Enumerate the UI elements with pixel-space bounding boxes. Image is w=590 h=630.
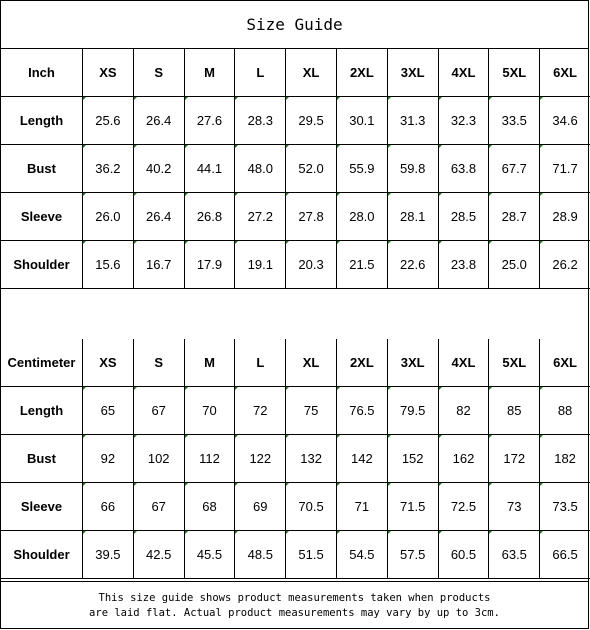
table-row xyxy=(1,483,590,531)
measurement-label: Length xyxy=(1,97,83,145)
table-row xyxy=(1,387,590,435)
measurement-value: 71.5 xyxy=(387,483,438,531)
measurement-value: 26.4 xyxy=(133,97,184,145)
measurement-label: Bust xyxy=(1,145,83,193)
measurement-value: 71 xyxy=(336,483,387,531)
measurement-value: 20.3 xyxy=(286,241,337,289)
measurement-value: 67 xyxy=(133,483,184,531)
size-header: 3XL xyxy=(387,339,438,387)
measurement-value: 27.2 xyxy=(235,193,286,241)
measurement-value: 16.7 xyxy=(133,241,184,289)
measurement-value: 73 xyxy=(489,483,540,531)
measurement-value: 27.8 xyxy=(286,193,337,241)
measurement-value: 71.7 xyxy=(540,145,590,193)
note-line-2: are laid flat. Actual product measurements may vary by up to 3cm. xyxy=(89,606,500,619)
measurement-value: 26.0 xyxy=(83,193,134,241)
size-header: XS xyxy=(83,339,134,387)
measurement-value: 72.5 xyxy=(438,483,489,531)
measurement-value: 132 xyxy=(286,435,337,483)
measurement-value: 82 xyxy=(438,387,489,435)
measurement-value: 112 xyxy=(184,435,235,483)
measurement-value: 28.9 xyxy=(540,193,590,241)
size-header: M xyxy=(184,339,235,387)
size-header: XL xyxy=(286,49,337,97)
measurement-value: 57.5 xyxy=(387,531,438,579)
measurement-value: 28.7 xyxy=(489,193,540,241)
measurement-value: 69 xyxy=(235,483,286,531)
size-header: L xyxy=(235,49,286,97)
measurement-value: 102 xyxy=(133,435,184,483)
measurement-value: 28.0 xyxy=(336,193,387,241)
measurement-value: 182 xyxy=(540,435,590,483)
size-header: M xyxy=(184,49,235,97)
cm-table-body xyxy=(1,339,590,579)
measurement-value: 75 xyxy=(286,387,337,435)
measurement-value: 34.6 xyxy=(540,97,590,145)
measurement-value: 172 xyxy=(489,435,540,483)
size-header: L xyxy=(235,339,286,387)
measurement-value: 70.5 xyxy=(286,483,337,531)
measurement-value: 122 xyxy=(235,435,286,483)
measurement-value: 15.6 xyxy=(83,241,134,289)
measurement-value: 40.2 xyxy=(133,145,184,193)
size-header: S xyxy=(133,339,184,387)
size-header: S xyxy=(133,49,184,97)
measurement-value: 55.9 xyxy=(336,145,387,193)
measurement-value: 27.6 xyxy=(184,97,235,145)
measurement-value: 76.5 xyxy=(336,387,387,435)
measurement-value: 73.5 xyxy=(540,483,590,531)
measurement-value: 28.1 xyxy=(387,193,438,241)
measurement-value: 52.0 xyxy=(286,145,337,193)
measurement-value: 32.3 xyxy=(438,97,489,145)
measurement-value: 48.0 xyxy=(235,145,286,193)
measurement-value: 60.5 xyxy=(438,531,489,579)
measurement-value: 17.9 xyxy=(184,241,235,289)
measurement-value: 33.5 xyxy=(489,97,540,145)
measurement-value: 92 xyxy=(83,435,134,483)
measurement-value: 142 xyxy=(336,435,387,483)
measurement-value: 63.5 xyxy=(489,531,540,579)
table-header-row xyxy=(1,339,590,387)
table-row xyxy=(1,241,590,289)
size-header: 2XL xyxy=(336,339,387,387)
measurement-label: Shoulder xyxy=(1,241,83,289)
measurement-label: Sleeve xyxy=(1,193,83,241)
measurement-label: Length xyxy=(1,387,83,435)
measurement-label: Shoulder xyxy=(1,531,83,579)
inch-table-body xyxy=(1,49,590,289)
measurement-value: 88 xyxy=(540,387,590,435)
measurement-value: 19.1 xyxy=(235,241,286,289)
size-header: 3XL xyxy=(387,49,438,97)
measurement-value: 54.5 xyxy=(336,531,387,579)
unit-label: Inch xyxy=(1,49,83,97)
measurement-value: 31.3 xyxy=(387,97,438,145)
table-row xyxy=(1,145,590,193)
measurement-value: 26.4 xyxy=(133,193,184,241)
measurement-value: 21.5 xyxy=(336,241,387,289)
size-header: XS xyxy=(83,49,134,97)
measurement-value: 48.5 xyxy=(235,531,286,579)
measurement-label: Sleeve xyxy=(1,483,83,531)
measurement-value: 28.3 xyxy=(235,97,286,145)
measurement-value: 51.5 xyxy=(286,531,337,579)
measurement-value: 79.5 xyxy=(387,387,438,435)
measurement-value: 66 xyxy=(83,483,134,531)
size-header: 5XL xyxy=(489,49,540,97)
measurement-value: 45.5 xyxy=(184,531,235,579)
measurement-value: 67 xyxy=(133,387,184,435)
measurement-value: 85 xyxy=(489,387,540,435)
measurement-value: 67.7 xyxy=(489,145,540,193)
size-header: 6XL xyxy=(540,339,590,387)
measurement-value: 25.6 xyxy=(83,97,134,145)
unit-label: Centimeter xyxy=(1,339,83,387)
measurement-value: 25.0 xyxy=(489,241,540,289)
size-header: 4XL xyxy=(438,49,489,97)
table-spacer xyxy=(1,291,588,339)
measurement-label: Bust xyxy=(1,435,83,483)
measurement-note xyxy=(1,581,588,629)
table-row xyxy=(1,435,590,483)
measurement-value: 30.1 xyxy=(336,97,387,145)
inch-size-table xyxy=(0,49,590,289)
measurement-value: 68 xyxy=(184,483,235,531)
note-line-1: This size guide shows product measurements taken when products xyxy=(98,591,491,604)
size-header: 4XL xyxy=(438,339,489,387)
size-header: 2XL xyxy=(336,49,387,97)
measurement-value: 42.5 xyxy=(133,531,184,579)
size-header: 6XL xyxy=(540,49,590,97)
measurement-value: 59.8 xyxy=(387,145,438,193)
measurement-value: 28.5 xyxy=(438,193,489,241)
measurement-value: 26.8 xyxy=(184,193,235,241)
measurement-value: 26.2 xyxy=(540,241,590,289)
measurement-value: 29.5 xyxy=(286,97,337,145)
measurement-value: 72 xyxy=(235,387,286,435)
measurement-value: 162 xyxy=(438,435,489,483)
table-row xyxy=(1,193,590,241)
measurement-value: 22.6 xyxy=(387,241,438,289)
measurement-value: 152 xyxy=(387,435,438,483)
measurement-value: 36.2 xyxy=(83,145,134,193)
measurement-value: 66.5 xyxy=(540,531,590,579)
measurement-value: 70 xyxy=(184,387,235,435)
page-title: Size Guide xyxy=(1,1,588,49)
measurement-value: 63.8 xyxy=(438,145,489,193)
size-header: 5XL xyxy=(489,339,540,387)
table-row xyxy=(1,531,590,579)
table-header-row xyxy=(1,49,590,97)
measurement-value: 39.5 xyxy=(83,531,134,579)
measurement-value: 23.8 xyxy=(438,241,489,289)
table-row xyxy=(1,97,590,145)
size-header: XL xyxy=(286,339,337,387)
measurement-value: 44.1 xyxy=(184,145,235,193)
centimeter-size-table xyxy=(0,339,590,579)
measurement-value: 65 xyxy=(83,387,134,435)
